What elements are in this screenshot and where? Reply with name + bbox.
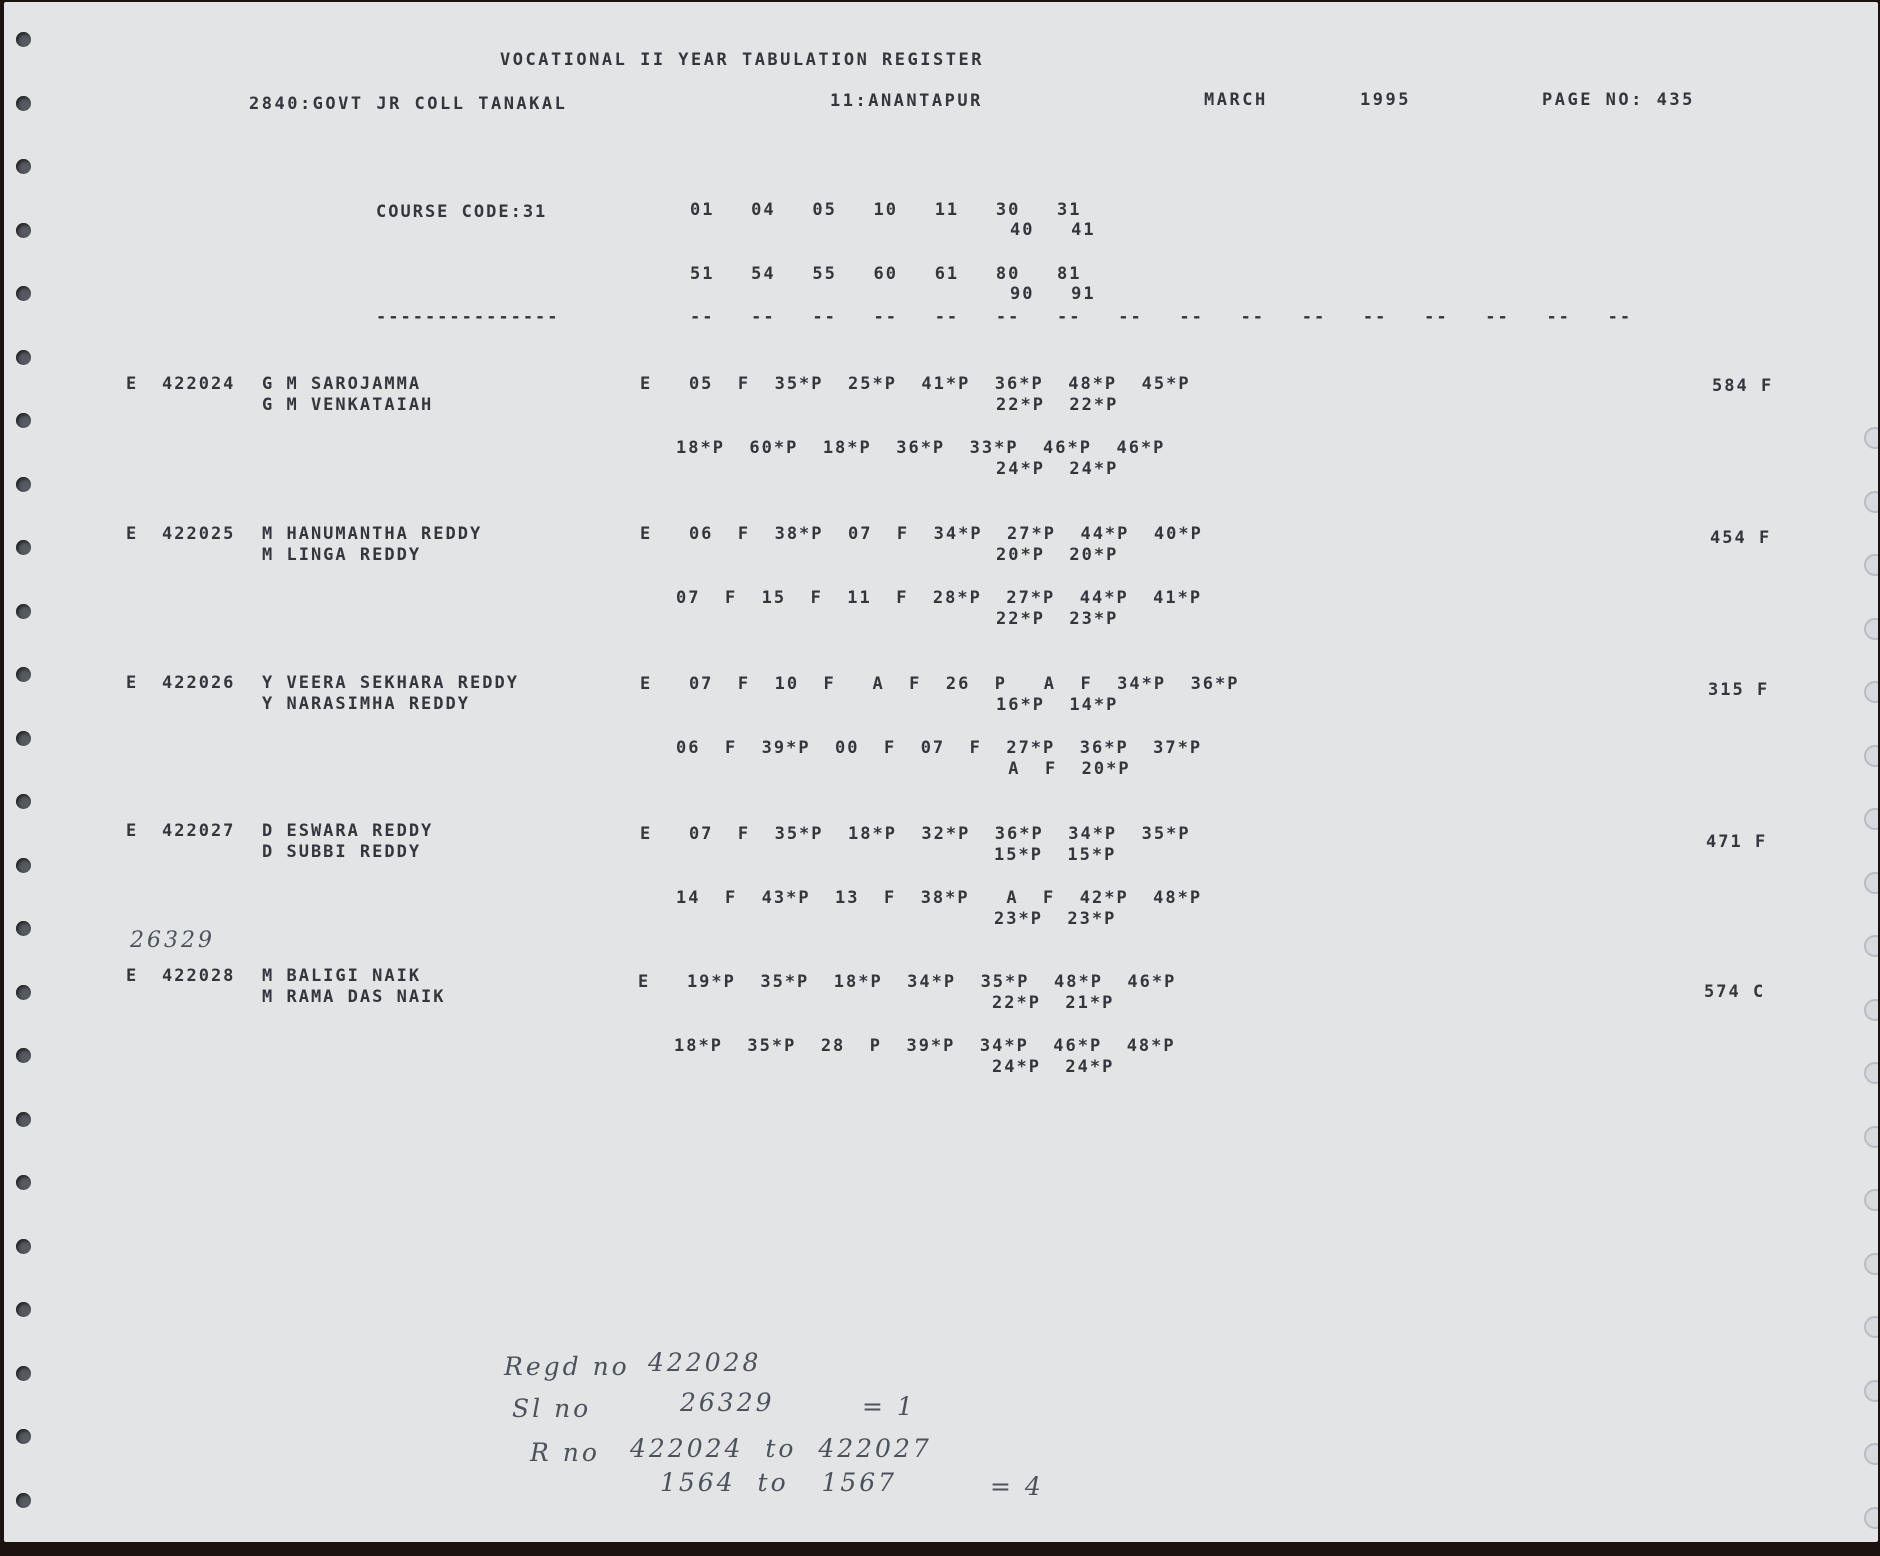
student-name: G M SAROJAMMA: [262, 374, 422, 394]
tractor-hole: [1864, 1380, 1878, 1402]
tractor-hole: [16, 985, 31, 1000]
marks-row1b: 22*P 21*P: [992, 993, 1115, 1013]
student-name: M BALIGI NAIK: [262, 966, 422, 986]
tractor-hole: [16, 1429, 31, 1444]
tractor-hole: [1864, 745, 1878, 767]
marks-row1b: 15*P 15*P: [994, 845, 1117, 865]
marks-row2b: 24*P 24*P: [996, 459, 1119, 479]
tractor-hole: [16, 223, 31, 238]
tractor-hole: [16, 96, 31, 111]
tractor-hole: [16, 413, 31, 428]
student-medium: E: [126, 821, 139, 841]
tractor-hole: [1864, 491, 1878, 513]
tractor-hole: [1864, 618, 1878, 640]
student-name: Y VEERA SEKHARA REDDY: [262, 673, 519, 693]
handwritten-range-value: 1564 to 1567: [660, 1468, 898, 1497]
marks-row2b: 23*P 23*P: [994, 909, 1117, 929]
course-code-label: COURSE CODE:31: [376, 202, 548, 222]
marks-row1: E 07 F 10 F A F 26 P A F 34*P 36*P: [640, 674, 1240, 694]
student-name: D ESWARA REDDY: [262, 821, 434, 841]
marks-row2b: 24*P 24*P: [992, 1057, 1115, 1077]
tractor-hole: [1864, 1062, 1878, 1084]
tractor-hole: [16, 540, 31, 555]
tractor-hole: [1864, 1189, 1878, 1211]
tractor-hole: [16, 1366, 31, 1381]
total-result: 584 F: [1712, 376, 1774, 396]
handwritten-regd-label: Regd no: [504, 1352, 630, 1381]
subject-codes-row1: 01 04 05 10 11 30 31: [690, 200, 1082, 220]
tractor-hole: [16, 32, 31, 47]
marks-row1b: 20*P 20*P: [996, 545, 1119, 565]
subject-codes-row2: 51 54 55 60 61 80 81: [690, 264, 1082, 284]
total-result: 315 F: [1708, 680, 1770, 700]
tractor-hole: [1864, 681, 1878, 703]
student-medium: E: [126, 673, 139, 693]
marks-row2b: 22*P 23*P: [996, 609, 1119, 629]
marks-row1: E 19*P 35*P 18*P 34*P 35*P 48*P 46*P: [638, 972, 1177, 992]
marks-row2: 18*P 60*P 18*P 36*P 33*P 46*P 46*P: [676, 438, 1166, 458]
total-result: 574 C: [1704, 982, 1766, 1002]
tractor-hole: [1864, 872, 1878, 894]
student-father-name: D SUBBI REDDY: [262, 842, 422, 862]
student-roll-number: 422026: [162, 673, 236, 693]
tractor-hole: [1864, 427, 1878, 449]
student-medium: E: [126, 524, 139, 544]
tractor-hole: [1864, 1443, 1878, 1465]
handwritten-slno-value: 26329: [680, 1388, 775, 1417]
student-medium: E: [126, 966, 139, 986]
tractor-hole: [16, 1302, 31, 1317]
marks-row2: 06 F 39*P 00 F 07 F 27*P 36*P 37*P: [676, 738, 1203, 758]
handwritten-regd-value: 422028: [648, 1348, 762, 1377]
tractor-hole: [16, 1048, 31, 1063]
student-father-name: Y NARASIMHA REDDY: [262, 694, 470, 714]
total-result: 454 F: [1710, 528, 1772, 548]
handwritten-slno-count: = 1: [862, 1392, 916, 1421]
district-name: 11:ANANTAPUR: [830, 91, 983, 111]
student-name: M HANUMANTHA REDDY: [262, 524, 483, 544]
handwritten-range-count: = 4: [990, 1472, 1044, 1501]
student-roll-number: 422028: [162, 966, 236, 986]
student-medium: E: [126, 374, 139, 394]
student-father-name: M RAMA DAS NAIK: [262, 987, 446, 1007]
handwritten-slno-label: Sl no: [512, 1394, 592, 1423]
marks-row2b: A F 20*P: [996, 759, 1131, 779]
handwritten-rno-label: R no: [530, 1438, 600, 1467]
student-roll-number: 422025: [162, 524, 236, 544]
tractor-hole: [16, 159, 31, 174]
tractor-hole: [1864, 808, 1878, 830]
tractor-hole: [16, 858, 31, 873]
tractor-hole: [16, 1175, 31, 1190]
marks-row1: E 05 F 35*P 25*P 41*P 36*P 48*P 45*P: [640, 374, 1191, 394]
tractor-hole: [1864, 1316, 1878, 1338]
tractor-hole: [16, 667, 31, 682]
tractor-hole: [1864, 1507, 1878, 1529]
left-tractor-holes: [16, 2, 46, 1542]
student-roll-number: 422027: [162, 821, 236, 841]
tractor-hole: [16, 731, 31, 746]
register-title: VOCATIONAL II YEAR TABULATION REGISTER: [500, 50, 984, 70]
exam-year: 1995: [1360, 90, 1411, 110]
tractor-hole: [1864, 935, 1878, 957]
separator-dashes-label: ---------------: [376, 307, 560, 327]
tractor-hole: [1864, 999, 1878, 1021]
exam-month: MARCH: [1204, 90, 1268, 110]
register-sheet: [4, 2, 1878, 1542]
marks-row2: 14 F 43*P 13 F 38*P A F 42*P 48*P: [676, 888, 1203, 908]
page-number: PAGE NO: 435: [1542, 90, 1695, 110]
tractor-hole: [16, 794, 31, 809]
tractor-hole: [16, 477, 31, 492]
handwritten-rno-value: 422024 to 422027: [630, 1434, 932, 1463]
tractor-hole: [16, 1493, 31, 1508]
tractor-hole: [1864, 1126, 1878, 1148]
tractor-hole: [1864, 554, 1878, 576]
student-roll-number: 422024: [162, 374, 236, 394]
marks-row1: E 06 F 38*P 07 F 34*P 27*P 44*P 40*P: [640, 524, 1203, 544]
marks-row2: 18*P 35*P 28 P 39*P 34*P 46*P 48*P: [674, 1036, 1176, 1056]
tractor-hole: [1864, 1253, 1878, 1275]
marks-row2: 07 F 15 F 11 F 28*P 27*P 44*P 41*P: [676, 588, 1203, 608]
right-tractor-holes: [1862, 2, 1878, 1542]
total-result: 471 F: [1706, 832, 1768, 852]
student-father-name: M LINGA REDDY: [262, 545, 422, 565]
tractor-hole: [16, 604, 31, 619]
tractor-hole: [16, 921, 31, 936]
tractor-hole: [16, 1112, 31, 1127]
subject-codes-row2b: 90 91: [1010, 284, 1096, 304]
marks-row1b: 16*P 14*P: [996, 695, 1119, 715]
tractor-hole: [16, 286, 31, 301]
separator-dashes-columns: -- -- -- -- -- -- -- -- -- -- -- -- -- -- -- --: [690, 307, 1633, 327]
college-name: 2840:GOVT JR COLL TANAKAL: [249, 94, 568, 114]
handwritten-margin-note: 26329: [130, 928, 215, 953]
marks-row1: E 07 F 35*P 18*P 32*P 36*P 34*P 35*P: [640, 824, 1191, 844]
tractor-hole: [16, 1239, 31, 1254]
marks-row1b: 22*P 22*P: [996, 395, 1119, 415]
subject-codes-row1b: 40 41: [1010, 220, 1096, 240]
student-father-name: G M VENKATAIAH: [262, 395, 434, 415]
tractor-hole: [16, 350, 31, 365]
